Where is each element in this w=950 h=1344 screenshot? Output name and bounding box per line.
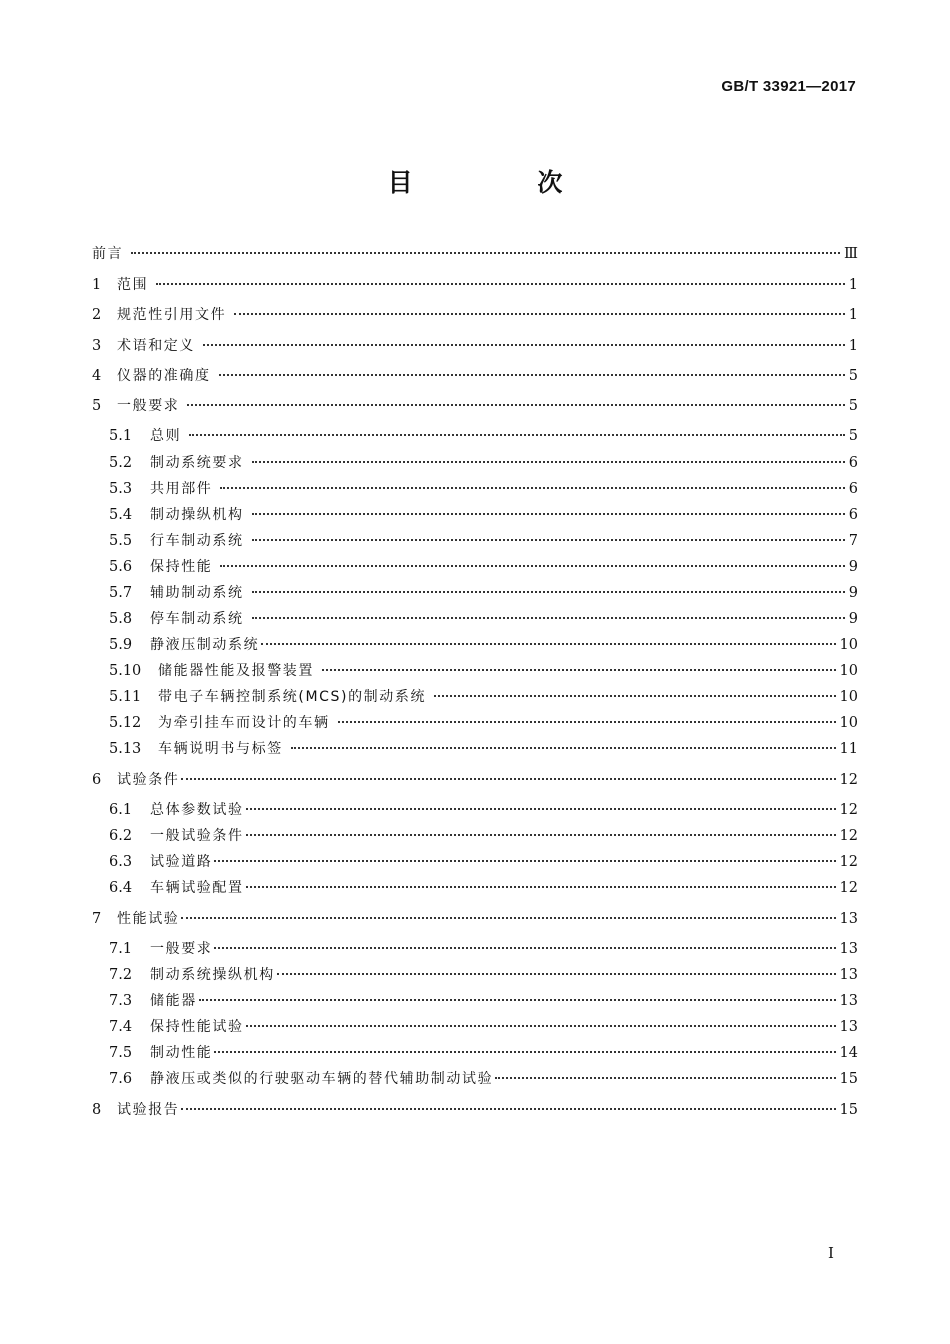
toc-entry-page: 13 (839, 967, 858, 983)
toc-entry-title: 辅助制动系统 (150, 585, 244, 601)
toc-entry-title: 试验条件 (117, 772, 180, 788)
toc-entry (109, 582, 858, 604)
toc-entry-title: 仪器的准确度 (117, 368, 211, 384)
toc-entry (92, 335, 858, 357)
toc-entry-title: 制动系统操纵机构 (150, 967, 275, 983)
toc-dot-leader (338, 720, 836, 723)
toc-dot-leader (181, 1107, 835, 1110)
toc-entry-page: 12 (839, 828, 858, 844)
toc-entry-page: 14 (839, 1045, 858, 1061)
toc-entry-page: 5 (848, 368, 858, 384)
toc-entry-title: 总体参数试验 (150, 802, 244, 818)
toc-dot-leader (252, 538, 845, 541)
toc-dot-leader (156, 282, 845, 285)
toc-dot-leader (189, 433, 845, 436)
toc-entry (109, 660, 858, 682)
toc-entry (109, 504, 858, 526)
toc-entry-number: 6.2 (109, 828, 133, 844)
toc-entry-page: 15 (839, 1102, 858, 1118)
toc-entry-page: 13 (839, 1019, 858, 1035)
toc-entry-title: 行车制动系统 (150, 533, 244, 549)
toc-entry-number: 3 (92, 338, 102, 354)
toc-entry (109, 686, 858, 708)
toc-entry-number: 5.11 (109, 689, 142, 705)
toc-entry-number: 6.3 (109, 854, 133, 870)
toc-entry-title: 制动性能 (150, 1045, 213, 1061)
toc-entry (109, 1068, 858, 1090)
toc-entry (109, 851, 858, 873)
toc-dot-leader (246, 833, 836, 836)
toc-entry (109, 938, 858, 960)
toc-entry-page: 10 (839, 637, 858, 653)
toc-entry-page: 12 (839, 854, 858, 870)
toc-entry-page: 12 (839, 772, 858, 788)
toc-entry-title: 总则 (150, 428, 182, 444)
toc-entry-number: 7.2 (109, 967, 133, 983)
toc-entry-page: 6 (848, 507, 858, 523)
toc-entry (109, 877, 858, 899)
toc-entry-number: 8 (92, 1102, 102, 1118)
toc-dot-leader (220, 486, 844, 489)
toc-entry-number: 5.6 (109, 559, 133, 575)
toc-entry (92, 304, 858, 326)
toc-entry (92, 274, 858, 296)
toc-dot-leader (252, 460, 845, 463)
toc-entry (109, 478, 858, 500)
toc-dot-leader (214, 946, 835, 949)
toc-entry-title: 范围 (117, 277, 149, 293)
toc-entry-title: 保持性能 (150, 559, 213, 575)
toc-entry (109, 556, 858, 578)
toc-entry-page: 1 (848, 338, 858, 354)
toc-dot-leader (199, 998, 836, 1001)
toc-dot-leader (277, 972, 836, 975)
toc-entry-title: 保持性能试验 (150, 1019, 244, 1035)
toc-entry (109, 1016, 858, 1038)
toc-entry-page: 13 (839, 911, 858, 927)
toc-entry-title: 试验报告 (117, 1102, 180, 1118)
toc-dot-leader (214, 1050, 835, 1053)
toc-entry-title: 储能器 (150, 993, 197, 1009)
toc-entry (109, 425, 858, 447)
toc-entry-page: 1 (848, 277, 858, 293)
toc-dot-leader (131, 251, 840, 254)
toc-entry-title: 共用部件 (150, 481, 213, 497)
toc-entry-number: 5.3 (109, 481, 133, 497)
toc-entry-number: 4 (92, 368, 102, 384)
toc-entry-page: 7 (848, 533, 858, 549)
toc-entry-title: 静液压制动系统 (150, 637, 260, 653)
toc-entry-number: 5.2 (109, 455, 133, 471)
toc-entry-number: 5.1 (109, 428, 133, 444)
toc-dot-leader (203, 343, 845, 346)
toc-entry-page: 9 (848, 611, 858, 627)
toc-entry (92, 769, 858, 791)
toc-dot-leader (220, 564, 844, 567)
toc-entry (92, 908, 858, 930)
toc-entry-title: 一般要求 (117, 398, 180, 414)
page-title: 目 次 (387, 168, 621, 197)
toc-entry-page: 12 (839, 880, 858, 896)
toc-entry (109, 608, 858, 630)
toc-entry (109, 825, 858, 847)
toc-entry-title: 车辆试验配置 (150, 880, 244, 896)
toc-dot-leader (219, 373, 845, 376)
toc-entry (109, 738, 858, 760)
toc-entry (92, 395, 858, 417)
toc-entry-number: 7 (92, 911, 102, 927)
toc-dot-leader (252, 616, 845, 619)
toc-entry-title: 制动操纵机构 (150, 507, 244, 523)
toc-dot-leader (495, 1076, 835, 1079)
toc-entry-title: 制动系统要求 (150, 455, 244, 471)
toc-entry (92, 1099, 858, 1121)
page-number: I (828, 1244, 834, 1262)
toc-entry-page: 1 (848, 307, 858, 323)
toc-entry-number: 7.3 (109, 993, 133, 1009)
toc-entry-number: 6 (92, 772, 102, 788)
toc-entry-page: 6 (848, 481, 858, 497)
toc-entry-page: 5 (848, 428, 858, 444)
toc-entry-title: 试验道路 (150, 854, 213, 870)
toc-entry (109, 530, 858, 552)
toc-entry-page: 12 (839, 802, 858, 818)
toc-entry-number: 5.10 (109, 663, 142, 679)
toc-dot-leader (252, 590, 845, 593)
toc-entry (109, 964, 858, 986)
toc-entry-number: 1 (92, 277, 102, 293)
toc-entry (109, 452, 858, 474)
toc-entry (109, 1042, 858, 1064)
toc-entry-page: Ⅲ (844, 246, 858, 262)
toc-entry (92, 365, 858, 387)
toc-entry (109, 799, 858, 821)
toc-entry-number: 5 (92, 398, 102, 414)
toc-entry (92, 243, 858, 265)
toc-entry-title: 车辆说明书与标签 (158, 741, 283, 757)
toc-entry-number: 5.9 (109, 637, 133, 653)
toc-dot-leader (214, 859, 835, 862)
toc-entry-title: 一般要求 (150, 941, 213, 957)
toc-entry-number: 7.5 (109, 1045, 133, 1061)
toc-entry-title: 性能试验 (117, 911, 180, 927)
toc-dot-leader (322, 668, 836, 671)
toc-entry-page: 11 (839, 741, 858, 757)
toc-entry-number: 7.1 (109, 941, 133, 957)
toc-entry-page: 10 (839, 715, 858, 731)
toc-entry-number: 5.7 (109, 585, 133, 601)
toc-entry-number: 5.4 (109, 507, 133, 523)
toc-entry-number: 7.4 (109, 1019, 133, 1035)
toc-entry-title: 储能器性能及报警装置 (158, 663, 314, 679)
toc-entry-number: 6.1 (109, 802, 133, 818)
toc-dot-leader (261, 642, 835, 645)
toc-entry-number: 5.5 (109, 533, 133, 549)
toc-entry-number: 5.12 (109, 715, 142, 731)
toc-entry-number: 2 (92, 307, 102, 323)
toc-entry-page: 13 (839, 941, 858, 957)
toc-entry-page: 10 (839, 689, 858, 705)
toc-entry-number: 6.4 (109, 880, 133, 896)
toc-entry-page: 13 (839, 993, 858, 1009)
toc-entry-page: 15 (839, 1071, 858, 1087)
toc-entry-title: 前言 (92, 246, 124, 262)
toc-dot-leader (234, 312, 845, 315)
toc-entry-number: 5.8 (109, 611, 133, 627)
toc-entry-page: 6 (848, 455, 858, 471)
toc-entry-number: 7.6 (109, 1071, 133, 1087)
toc-dot-leader (252, 512, 845, 515)
toc-dot-leader (434, 694, 835, 697)
toc-entry (109, 990, 858, 1012)
toc-entry-title: 静液压或类似的行驶驱动车辆的替代辅助制动试验 (150, 1071, 494, 1087)
toc-entry-page: 9 (848, 559, 858, 575)
toc-dot-leader (181, 916, 835, 919)
toc-entry-title: 停车制动系统 (150, 611, 244, 627)
toc-entry-page: 9 (848, 585, 858, 601)
toc-entry (109, 634, 858, 656)
toc-entry-title: 术语和定义 (117, 338, 195, 354)
toc-dot-leader (291, 746, 836, 749)
standard-number: GB/T 33921—2017 (721, 78, 856, 95)
toc-entry-title: 一般试验条件 (150, 828, 244, 844)
toc-dot-leader (181, 777, 835, 780)
toc-dot-leader (246, 807, 836, 810)
toc-entry (109, 712, 858, 734)
toc-entry-page: 10 (839, 663, 858, 679)
toc-entry-title: 为牵引挂车而设计的车辆 (158, 715, 330, 731)
toc-entry-title: 规范性引用文件 (117, 307, 227, 323)
toc-dot-leader (187, 403, 844, 406)
toc-entry-page: 5 (848, 398, 858, 414)
toc-entry-number: 5.13 (109, 741, 142, 757)
toc-entry-title: 带电子车辆控制系统(MCS)的制动系统 (158, 689, 427, 705)
toc-dot-leader (246, 885, 836, 888)
toc-dot-leader (246, 1024, 836, 1027)
